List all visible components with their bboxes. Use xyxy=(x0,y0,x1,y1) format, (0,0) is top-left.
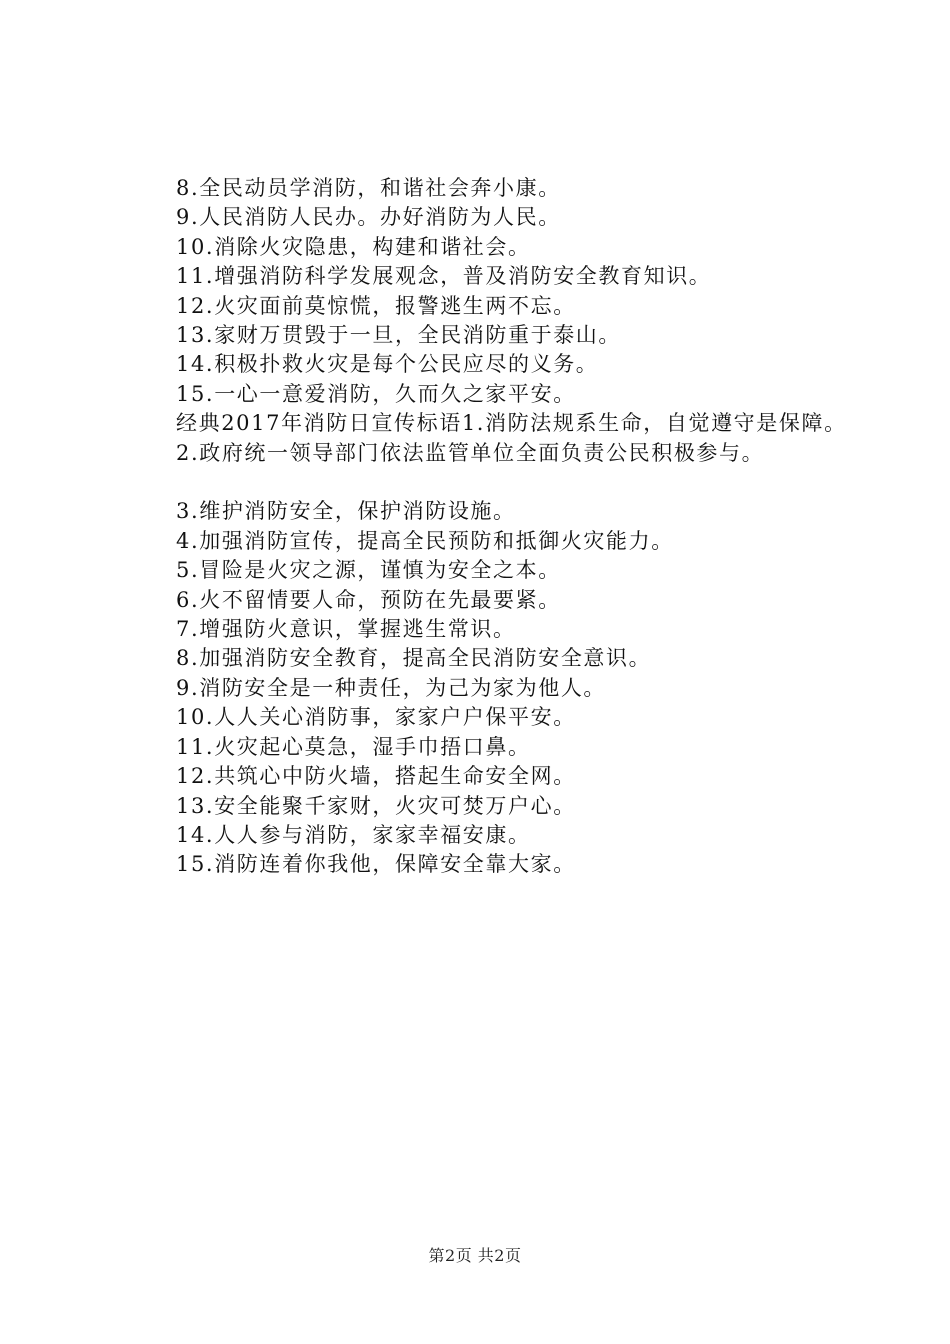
slogan-line: 10.消除火灾隐患，构建和谐社会。 xyxy=(176,234,531,259)
slogan-line: 9.消防安全是一种责任，为己为家为他人。 xyxy=(176,675,607,700)
slogan-line: 15.一心一意爱消防，久而久之家平安。 xyxy=(176,381,576,406)
slogan-line: 11.火灾起心莫急，湿手巾捂口鼻。 xyxy=(176,734,531,759)
slogan-line: 4.加强消防宣传，提高全民预防和抵御火灾能力。 xyxy=(176,528,674,553)
slogan-line: 12.共筑心中防火墙，搭起生命安全网。 xyxy=(176,764,576,789)
slogan-line: 14.积极扑救火灾是每个公民应尽的义务。 xyxy=(176,352,599,377)
page-footer: 第2页 共2页 xyxy=(428,1246,522,1265)
document-body xyxy=(128,174,850,880)
slogan-line: 14.人人参与消防，家家幸福安康。 xyxy=(176,822,531,847)
slogan-line: 5.冒险是火灾之源，谨慎为安全之本。 xyxy=(176,558,561,583)
slogan-line: 8.加强消防安全教育，提高全民消防安全意识。 xyxy=(176,646,652,671)
slogan-line: 10.人人关心消防事，家家户户保平安。 xyxy=(176,705,576,730)
slogan-line: 13.安全能聚千家财，火灾可焚万户心。 xyxy=(176,793,576,818)
slogan-line: 3.维护消防安全，保护消防设施。 xyxy=(176,499,516,524)
slogan-line: 9.人民消防人民办。办好消防为人民。 xyxy=(176,205,561,230)
blank-line xyxy=(128,468,850,497)
section-heading: 经典2017年消防日宣传标语1.消防法规系生命，自觉遵守是保障。 xyxy=(176,411,847,436)
slogan-line: 11.增强消防科学发展观念，普及消防安全教育知识。 xyxy=(176,264,712,289)
slogan-line: 2.政府统一领导部门依法监管单位全面负责公民积极参与。 xyxy=(176,440,765,465)
slogan-line: 13.家财万贯毁于一旦，全民消防重于泰山。 xyxy=(176,323,621,348)
slogan-line: 12.火灾面前莫惊慌，报警逃生两不忘。 xyxy=(176,293,576,318)
slogan-line: 8.全民动员学消防，和谐社会奔小康。 xyxy=(176,176,561,200)
slogan-line: 15.消防连着你我他，保障安全靠大家。 xyxy=(176,852,576,877)
slogan-line: 6.火不留情要人命，预防在先最要紧。 xyxy=(176,587,561,612)
slogan-line: 7.增强防火意识，掌握逃生常识。 xyxy=(176,617,516,642)
